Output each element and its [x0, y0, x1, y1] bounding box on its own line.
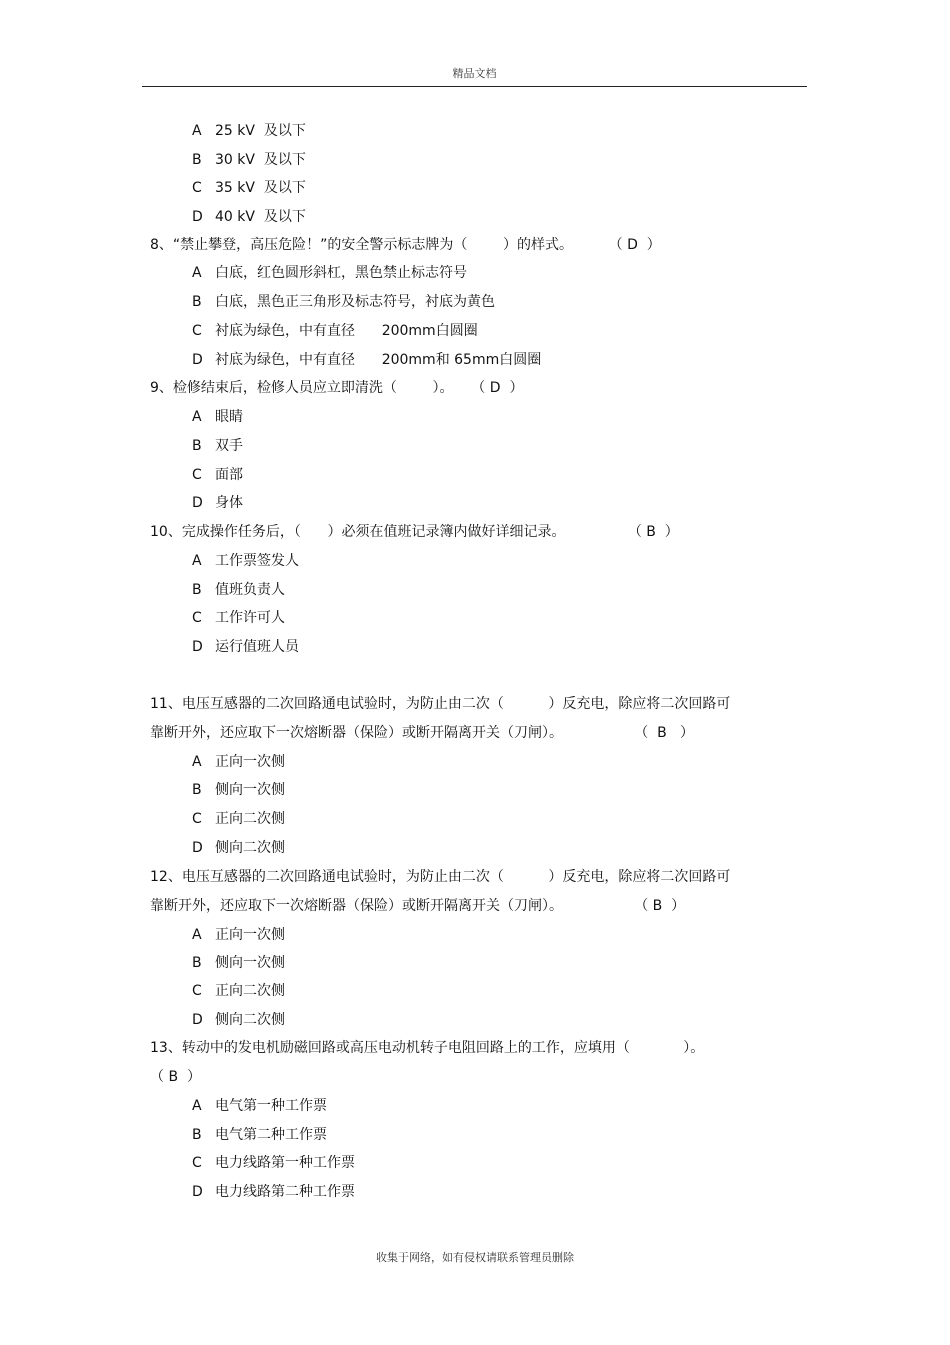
- q12-option-c-letter: C: [192, 983, 202, 999]
- q8-option-d: 衬底为绿色，中有直径 200mm和 65mm白圆圈: [215, 352, 542, 368]
- q13-option-c-letter: C: [192, 1155, 202, 1171]
- q11-option-c-letter: C: [192, 811, 202, 827]
- q11-option-c: 正向二次侧: [215, 811, 285, 827]
- q7-option-d: 40 kV 及以下: [215, 209, 306, 225]
- q9-option-c-letter: C: [192, 467, 202, 483]
- q7-option-d-letter: D: [192, 209, 203, 225]
- q13-stem-line1: 13、转动中的发电机励磁回路或高压电动机转子电阻回路上的工作，应填用（ ）。: [150, 1040, 705, 1056]
- q11-option-a: 正向一次侧: [215, 754, 285, 770]
- q7-option-c: 35 kV 及以下: [215, 180, 306, 196]
- q9-option-a-letter: A: [192, 409, 202, 425]
- footer-text: 收集于网络，如有侵权请联系管理员删除: [376, 1251, 574, 1264]
- q13-option-a-letter: A: [192, 1098, 202, 1114]
- q12-stem-line1: 12、电压互感器的二次回路通电试验时，为防止由二次（ ）反充电，除应将二次回路可: [150, 869, 731, 885]
- q9-option-d: 身体: [215, 495, 243, 511]
- q13-option-b: 电气第二种工作票: [215, 1127, 327, 1143]
- page-footer: [0, 1249, 950, 1265]
- q11-option-d: 侧向二次侧: [215, 840, 285, 856]
- q11-stem-line1: 11、电压互感器的二次回路通电试验时，为防止由二次（ ）反充电，除应将二次回路可: [150, 696, 731, 712]
- q9-stem: 9、检修结束后，检修人员应立即清洗（ ）。 （ D ）: [150, 380, 524, 396]
- q7-option-b-letter: B: [192, 152, 202, 168]
- q13-stem-line2: （ B ）: [150, 1069, 201, 1085]
- q13-option-a: 电气第一种工作票: [215, 1098, 327, 1114]
- q12-option-b: 侧向一次侧: [215, 955, 285, 971]
- q9-option-c: 面部: [215, 467, 243, 483]
- q11-option-b-letter: B: [192, 782, 202, 798]
- q7-option-a: 25 kV 及以下: [215, 123, 306, 139]
- q11-option-d-letter: D: [192, 840, 203, 856]
- q10-option-d-letter: D: [192, 639, 203, 655]
- q13-option-d: 电力线路第二种工作票: [215, 1184, 355, 1200]
- q10-option-b: 值班负责人: [215, 582, 285, 598]
- q11-option-b: 侧向一次侧: [215, 782, 285, 798]
- q10-option-c-letter: C: [192, 610, 202, 626]
- q9-option-a: 眼睛: [215, 409, 243, 425]
- q8-option-a-letter: A: [192, 265, 202, 281]
- q9-option-b: 双手: [215, 438, 243, 454]
- q9-option-d-letter: D: [192, 495, 203, 511]
- q12-stem-line2: 靠断开外，还应取下一次熔断器（保险）或断开隔离开关（刀闸）。 （ B ）: [150, 898, 686, 914]
- q12-option-c: 正向二次侧: [215, 983, 285, 999]
- q13-option-c: 电力线路第一种工作票: [215, 1155, 355, 1171]
- q7-option-b: 30 kV 及以下: [215, 152, 306, 168]
- page-header: [142, 66, 807, 87]
- header-text: 精品文档: [452, 67, 497, 80]
- q12-option-b-letter: B: [192, 955, 202, 971]
- q7-option-c-letter: C: [192, 180, 202, 196]
- q7-option-a-letter: A: [192, 123, 202, 139]
- q12-option-a-letter: A: [192, 927, 202, 943]
- q12-option-d-letter: D: [192, 1012, 203, 1028]
- q9-option-b-letter: B: [192, 438, 202, 454]
- q10-option-d: 运行值班人员: [215, 639, 299, 655]
- q13-option-d-letter: D: [192, 1184, 203, 1200]
- q10-option-a-letter: A: [192, 553, 202, 569]
- q8-option-b: 白底，黑色正三角形及标志符号，衬底为黄色: [215, 294, 495, 310]
- q10-option-a: 工作票签发人: [215, 553, 299, 569]
- q8-option-d-letter: D: [192, 352, 203, 368]
- q8-option-b-letter: B: [192, 294, 202, 310]
- q12-option-a: 正向一次侧: [215, 927, 285, 943]
- q8-option-a: 白底，红色圆形斜杠，黑色禁止标志符号: [215, 265, 467, 281]
- q11-stem-line2: 靠断开外，还应取下一次熔断器（保险）或断开隔离开关（刀闸）。 （ B ）: [150, 725, 695, 741]
- q8-option-c-letter: C: [192, 323, 202, 339]
- q13-option-b-letter: B: [192, 1127, 202, 1143]
- q8-stem: 8、“禁止攀登，高压危险！”的安全警示标志牌为（ ）的样式。 （ D ）: [150, 237, 661, 253]
- q8-option-c: 衬底为绿色，中有直径 200mm白圆圈: [215, 323, 478, 339]
- q10-stem: 10、完成操作任务后，（ ）必须在值班记录簿内做好详细记录。 （ B ）: [150, 524, 679, 540]
- q10-option-b-letter: B: [192, 582, 202, 598]
- q11-option-a-letter: A: [192, 754, 202, 770]
- q10-option-c: 工作许可人: [215, 610, 285, 626]
- q12-option-d: 侧向二次侧: [215, 1012, 285, 1028]
